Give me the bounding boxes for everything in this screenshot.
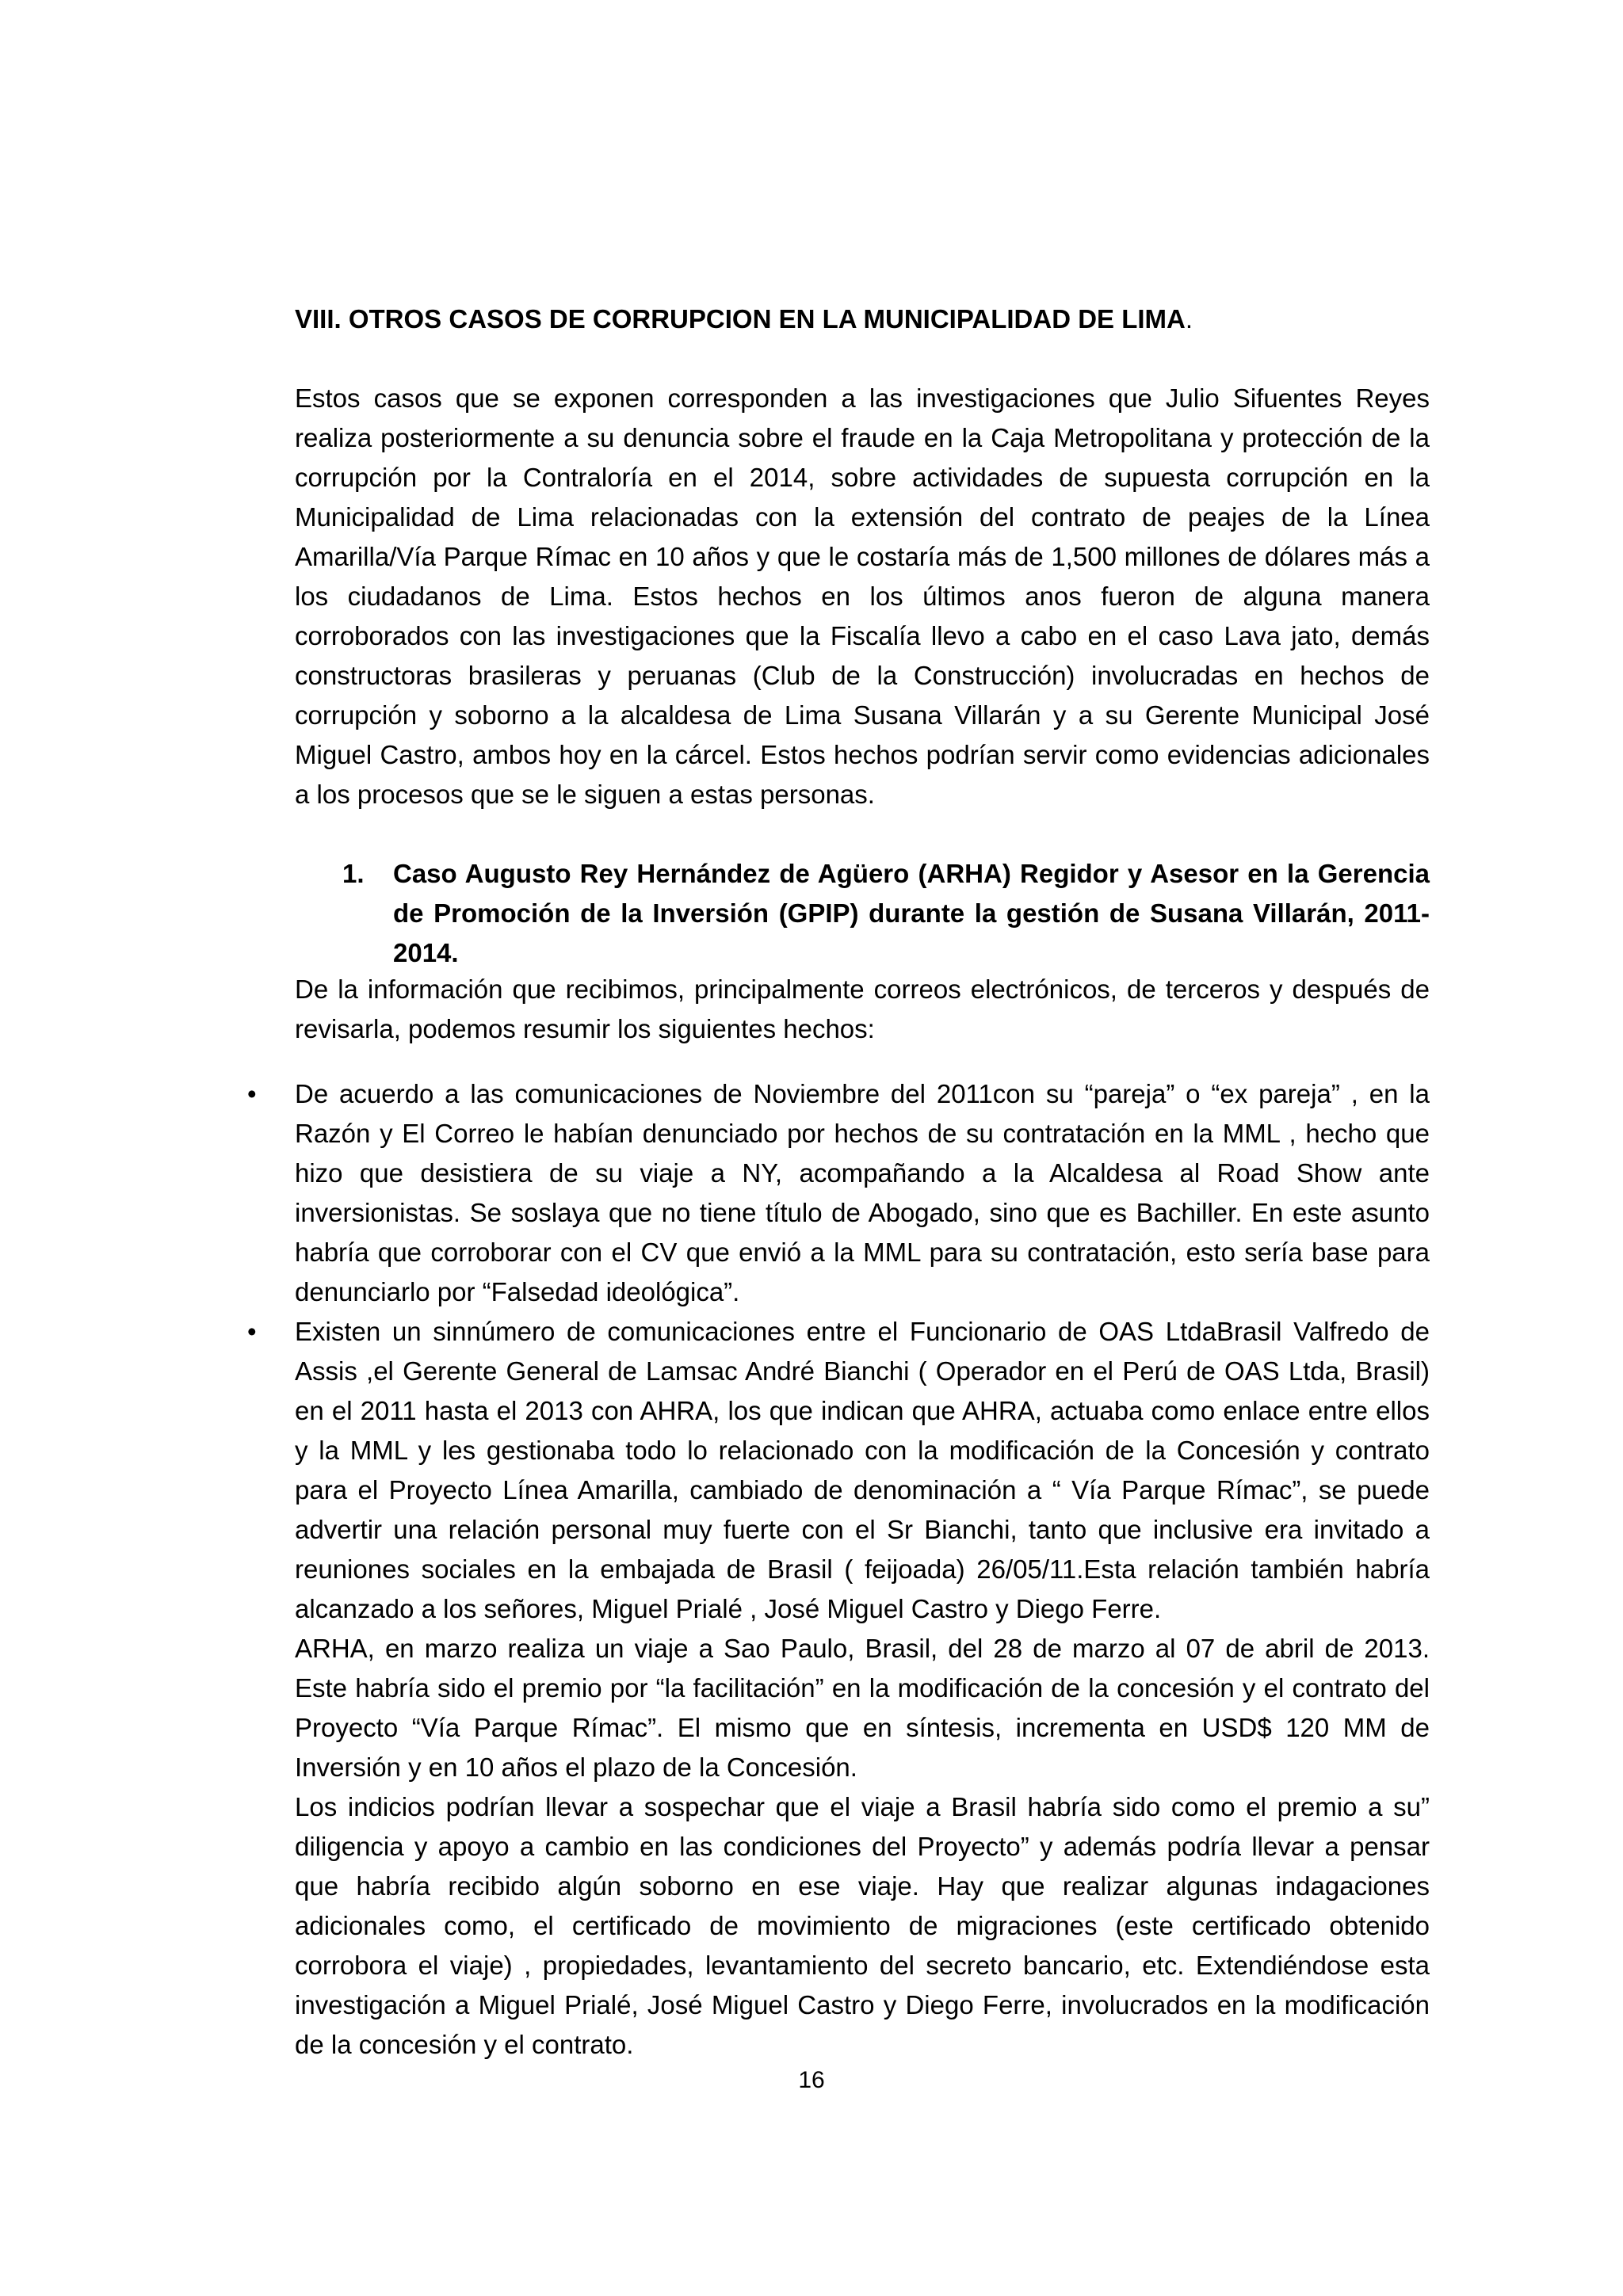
bullet-2-paragraph-1: Existen un sinnúmero de comunicaciones entre el Funcionario de OAS LtdaBrasil Valfredo de Assis ,el Gerente General de Lamsac André Bianchi ( Operador en el Perú de OAS Ltda, Brasil) en el 2011 hasta el 2013 con AHRA, los que indican que AHRA, actuaba como enlace entre ellos y la MML y les gestionaba todo lo relacionado con la modificación de la Concesión y contrato para el Proyecto Línea Amarilla, cambiado de denominación a “ Vía Parque Rímac”, se puede advertir una relación personal muy fuerte con el Sr Bianchi, tanto que inclusive era invitado a reuniones sociales en la embajada de Brasil ( feijoada) 26/05/11.Esta relación también habría alcanzado a los señores, Miguel Prialé , José Miguel Castro y Diego Ferre. [295, 1317, 1430, 1623]
summary-paragraph: De la información que recibimos, principalmente correos electrónicos, de terceros y después de revisarla, podemos resumir los siguientes hechos: [295, 974, 1430, 1043]
case-1-heading [342, 854, 1430, 973]
list-item [247, 1312, 1430, 2065]
section-title: VIII. OTROS CASOS DE CORRUPCION EN LA MUNICIPALIDAD DE LIMA [295, 304, 1186, 334]
bullet-2-paragraph-2: ARHA, en marzo realiza un viaje a Sao Paulo, Brasil, del 28 de marzo al 07 de abril de 2013. Este habría sido el premio por “la facilitación” en la modificación de la concesión y el contrato del Proyecto “Vía Parque Rímac”. El mismo que en síntesis, incrementa en USD$ 120 MM de Inversión y en 10 años el plazo de la Concesión. [295, 1634, 1430, 1782]
bullet-1-text: De acuerdo a las comunicaciones de Noviembre del 2011con su “pareja” o “ex pareja” , en la Razón y El Correo le habían denunciado por hechos de su contratación en la MML , hecho que hizo que desistiera de su viaje a NY, acompañando a la Alcaldesa al Road Show ante inversionistas. Se soslaya que no tiene título de Abogado, sino que es Bachiller. En este asunto habría que corroborar con el CV que envió a la MML para su contratación, esto sería base para denunciarlo por “Falsedad ideológica”. [295, 1079, 1430, 1306]
bullet-icon: • [247, 1079, 257, 1108]
section-title-period: . [1185, 304, 1193, 334]
page-number: 16 [798, 2067, 825, 2093]
intro-paragraph: Estos casos que se exponen corresponden a las investigaciones que Julio Sifuentes Reyes realiza posteriormente a su denuncia sobre el fraude en la Caja Metropolitana y protección de la corrupción por la Contraloría en el 2014, sobre actividades de supuesta corrupción en la Municipalidad de Lima relacionadas con la extensión del contrato de peajes de la Línea Amarilla/Vía Parque Rímac en 10 años y que le costaría más de 1,500 millones de dólares más a los ciudadanos de Lima. Estos hechos en los últimos anos fueron de alguna manera corroborados con las investigaciones que la Fiscalía llevo a cabo en el caso Lava jato, demás constructoras brasileras y peruanas (Club de la Construcción) involucradas en hechos de corrupción y soborno a la alcaldesa de Lima Susana Villarán y a su Gerente Municipal José Miguel Castro, ambos hoy en la cárcel. Estos hechos podrían servir como evidencias adicionales a los procesos que se le siguen a estas personas. [295, 383, 1430, 809]
case-1-number: 1. [342, 859, 365, 888]
bullet-2-paragraph-3: Los indicios podrían llevar a sospechar que el viaje a Brasil habría sido como el premio a su” diligencia y apoyo a cambio en las condiciones del Proyecto” y además podría llevar a pensar que habría recibido algún soborno en ese viaje. Hay que realizar algunas indagaciones adicionales como, el certificado de movimiento de migraciones (este certificado obtenido corrobora el viaje) , propiedades, levantamiento del secreto bancario, etc. Extendiéndose esta investigación a Miguel Prialé, José Miguel Castro y Diego Ferre, involucrados en la modificación de la concesión y el contrato. [295, 1792, 1430, 2059]
bullet-icon: • [247, 1317, 257, 1346]
case-1-title: Caso Augusto Rey Hernández de Agüero (ARHA) Regidor y Asesor en la Gerencia de Promoción de la Inversión (GPIP) durante la gestión de Susana Villarán, 2011-2014. [393, 859, 1430, 967]
facts-list [247, 1074, 1430, 2065]
section-heading [295, 299, 1430, 339]
list-item [247, 1074, 1430, 1312]
